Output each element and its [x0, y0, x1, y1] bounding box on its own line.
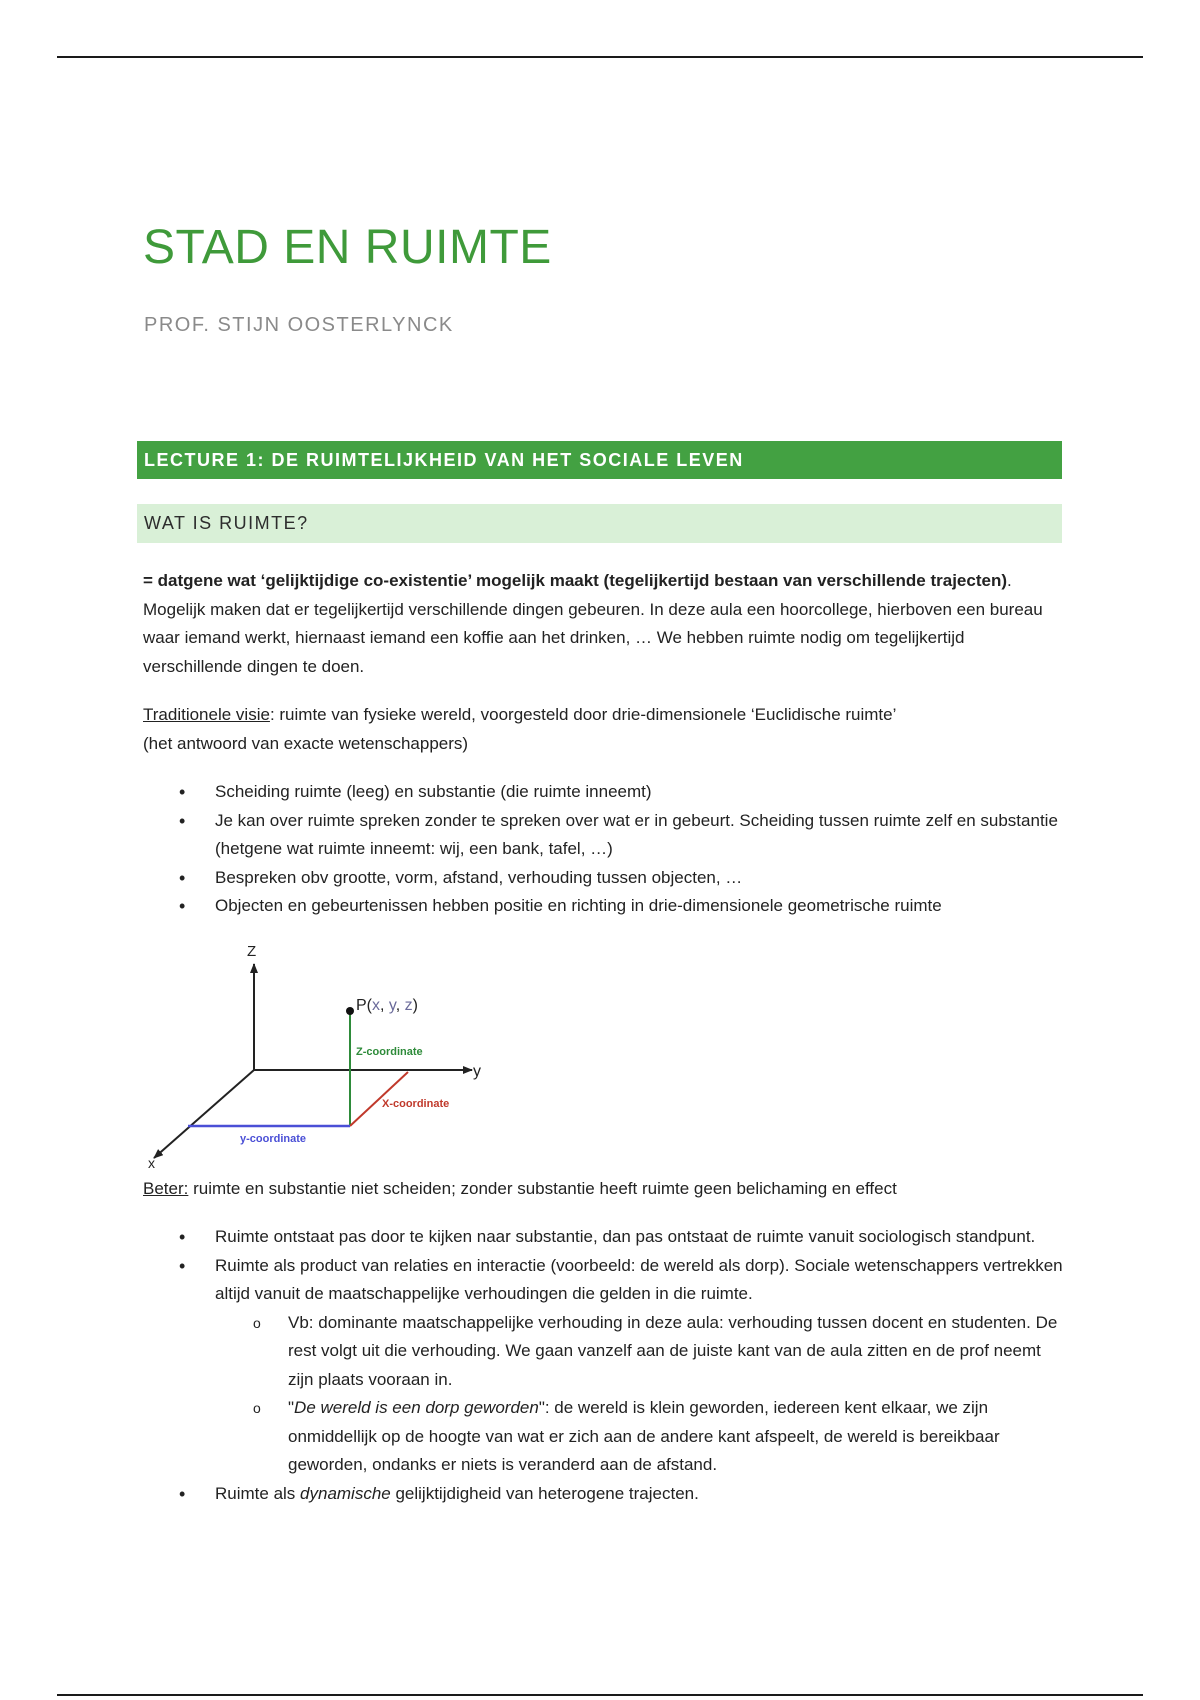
axis-x-label: x — [148, 1155, 155, 1171]
lecture-heading: LECTURE 1: DE RUIMTELIJKHEID VAN HET SOCIALE LEVEN — [137, 441, 1062, 479]
x-axis — [154, 1070, 254, 1158]
definition-paragraph — [143, 567, 1063, 596]
header-rule — [57, 56, 1143, 58]
point-p — [346, 1007, 354, 1015]
traditional-paragraph — [143, 701, 1063, 730]
intro-paragraph: Mogelijk maken dat er tegelijkertijd verschillende dingen gebeuren. In deze aula een hoorcollege, hierboven een bureau waar iemand werkt, hiernaast iemand een koffie aan het drinken, … We hebben ruimte nodig om tegelijkertijd verschillende dingen te doen. — [143, 599, 1043, 676]
better-paragraph — [143, 1175, 1063, 1204]
definition-end: . — [1007, 571, 1012, 590]
y-coordinate-label: y-coordinate — [240, 1133, 307, 1145]
quote-rest: ": de wereld is klein geworden, iedereen kent elkaar, we zijn onmiddellijk op de hoogte van wat er zich aan de andere kant afspeelt, de wereld is bereikbaar geworden, ondanks er niets is veranderd aan de afstand. — [288, 1398, 1000, 1474]
bullet3-start: Ruimte als — [215, 1483, 301, 1503]
definition-bold: = datgene wat ‘gelijktijdige co-existentie’ mogelijk maakt (tegelijkertijd bestaan van verschillende trajecten) — [143, 571, 1007, 590]
traditional-note: (het antwoord van exacte wetenschappers) — [143, 733, 469, 753]
coordinate-diagram — [140, 932, 480, 1172]
quote-open: " — [288, 1398, 295, 1417]
list-item — [143, 1480, 1063, 1509]
list-item: • Je kan over ruimte spreken zonder te spreken over wat er in gebeurt. Scheiding tussen ruimte zelf en substantie (hetgene wat ruimte inneemt: wij, een bank, tafel, …) — [143, 807, 1063, 864]
axis-y-label: y — [473, 1063, 481, 1080]
traditional-bullets — [143, 778, 1063, 921]
coordinate-figure — [140, 932, 480, 1172]
bullet3-italic: dynamische — [300, 1483, 391, 1503]
better-bullets — [143, 1223, 1063, 1508]
sub-bullets — [215, 1309, 1063, 1480]
sub-list-item — [215, 1394, 1063, 1480]
list-item: • Bespreken obv grootte, vorm, afstand, verhouding tussen objecten, … — [143, 864, 1063, 893]
document-title: STAD EN RUIMTE — [143, 221, 552, 274]
quote-italic: De wereld is een dorp geworden — [294, 1398, 539, 1417]
list-item: • Objecten en gebeurtenissen hebben positie en richting in drie-dimensionele geometrische ruimte — [143, 892, 1063, 921]
list-item: • Ruimte ontstaat pas door te kijken naar substantie, dan pas ontstaat de ruimte vanuit sociologisch standpunt. — [143, 1223, 1063, 1252]
document-subtitle: PROF. STIJN OOSTERLYNCK — [144, 314, 454, 336]
traditional-text: : ruimte van fysieke wereld, voorgesteld door drie-dimensionele ‘Euclidische ruimte’ — [269, 705, 897, 724]
traditional-label: Traditionele visie — [143, 705, 270, 724]
bullet-text: Ruimte als product van relaties en interactie (voorbeeld: de wereld als dorp). Sociale wetenschappers vertrekken altijd vanuit de maatschappelijke verhoudingen die gelden in die ruimte. — [215, 1255, 1063, 1303]
footer-rule — [57, 1694, 1143, 1696]
better-text: ruimte en substantie niet scheiden; zonder substantie heeft ruimte geen belichaming en effect — [188, 1178, 897, 1198]
sub-list-item: o Vb: dominante maatschappelijke verhouding in deze aula: verhouding tussen docent en studenten. De rest volgt uit die verhouding. We gaan vanzelf aan de juiste kant van de aula zitten en de prof neemt zijn plaats vooraan in. — [215, 1309, 1063, 1395]
section-heading: WAT IS RUIMTE? — [137, 504, 1062, 543]
point-label: P(x, y, z) — [356, 997, 418, 1014]
list-item: • Scheiding ruimte (leeg) en substantie (die ruimte inneemt) — [143, 778, 1063, 807]
better-label: Beter: — [143, 1178, 189, 1198]
x-coordinate-label: X-coordinate — [382, 1098, 450, 1110]
z-coordinate-label: Z-coordinate — [356, 1046, 423, 1058]
bullet3-end: gelijktijdigheid van heterogene trajecten. — [390, 1483, 699, 1503]
list-item — [143, 1252, 1063, 1480]
axis-z-label: Z — [247, 943, 257, 960]
